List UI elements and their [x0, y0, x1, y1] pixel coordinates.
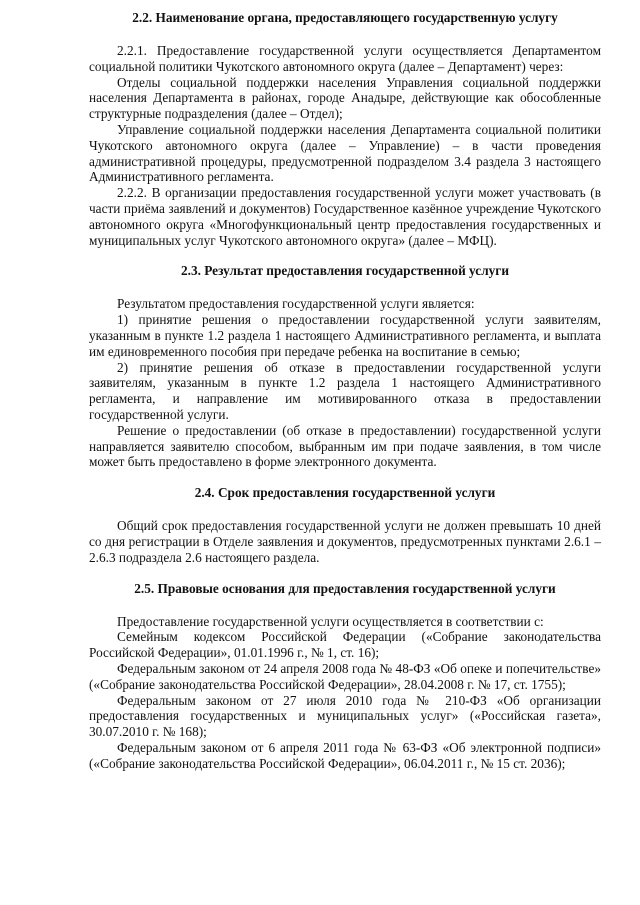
- paragraph: Результатом предоставления государственной услуги является:: [117, 296, 475, 312]
- paragraph: 2.2.2. В организации предоставления государственной услуги может участвовать (в части приёма заявлений и документов) Государственное казённое учреждение Чукотского автономного округа «Многофункциональный центр предоставления государственных и муниципальных услуг Чукотского автономного округа» (далее – МФЦ).: [89, 185, 601, 248]
- paragraph: Отделы социальной поддержки населения Управления социальной поддержки населения Департамента в районах, городе Анадыре, действующие как обособленные структурные подразделения (далее – Отдел);: [89, 74, 601, 122]
- section-title: 2.2. Наименование органа, предоставляющего государственную услугу: [132, 10, 558, 25]
- section-title: 2.3. Результат предоставления государственной услуги: [180, 263, 510, 279]
- section-title: 2.4. Срок предоставления государственной услуги: [194, 485, 496, 501]
- paragraph: Федеральным законом от 24 апреля 2008 года № 48-ФЗ «Об опеке и попечительстве» («Собрание законодательства Российской Федерации», 28.04.2008 г. № 17, ст. 1755);: [89, 660, 601, 692]
- paragraph: Предоставление государственной услуги осуществляется в соответствии с:: [117, 613, 544, 629]
- section-title: 2.5. Правовые основания для предоставления государственной услуги: [134, 580, 556, 596]
- document-page: [89, 10, 601, 771]
- paragraph: Решение о предоставлении (об отказе в предоставлении) государственной услуги направляется заявителю способом, выбранным им при подаче заявления, в том числе может быть предоставлено в форме электронного документа.: [89, 422, 601, 470]
- paragraph: 2.2.1. Предоставление государственной услуги осуществляется Департаментом социальной политики Чукотского автономного округа (далее – Департамент) через:: [89, 43, 601, 74]
- paragraph: 2) принятие решения об отказе в предоставлении государственной услуги заявителям, указанным в пункте 1.2 раздела 1 настоящего Административного регламента, и направление им мотивированного отказа в предоставлении государственной услуги.: [89, 359, 601, 422]
- paragraph: Федеральным законом от 27 июля 2010 года № 210-ФЗ «Об организации предоставления государственных и муниципальных услуг» («Российская газета», 30.07.2010 г. № 168);: [89, 692, 601, 740]
- paragraph: Семейным кодексом Российской Федерации («Собрание законодательства Российской Федерации», 01.01.1996 г., № 1, ст. 16);: [89, 629, 601, 661]
- paragraph: Общий срок предоставления государственной услуги не должен превышать 10 дней со дня регистрации в Отделе заявления и документов, предусмотренных пунктами 2.6.1 – 2.6.3 подраздела 2.6 настоящего раздела.: [89, 518, 601, 565]
- paragraph: Федеральным законом от 6 апреля 2011 года № 63-ФЗ «Об электронной подписи» («Собрание законодательства Российской Федерации», 06.04.2011 г., № 15 ст. 2036);: [89, 739, 601, 771]
- paragraph: 1) принятие решения о предоставлении государственной услуги заявителям, указанным в пункте 1.2 раздела 1 настоящего Административного регламента, и выплата им единовременного пособия при передаче ребенка на воспитание в семью;: [89, 312, 601, 359]
- paragraph: Управление социальной поддержки населения Департамента социальной политики Чукотского автономного округа (далее – Управление) – в части проведения административной процедуры, предусмотренной подразделом 3.4 раздела 3 настоящего Административного регламента.: [89, 121, 601, 185]
